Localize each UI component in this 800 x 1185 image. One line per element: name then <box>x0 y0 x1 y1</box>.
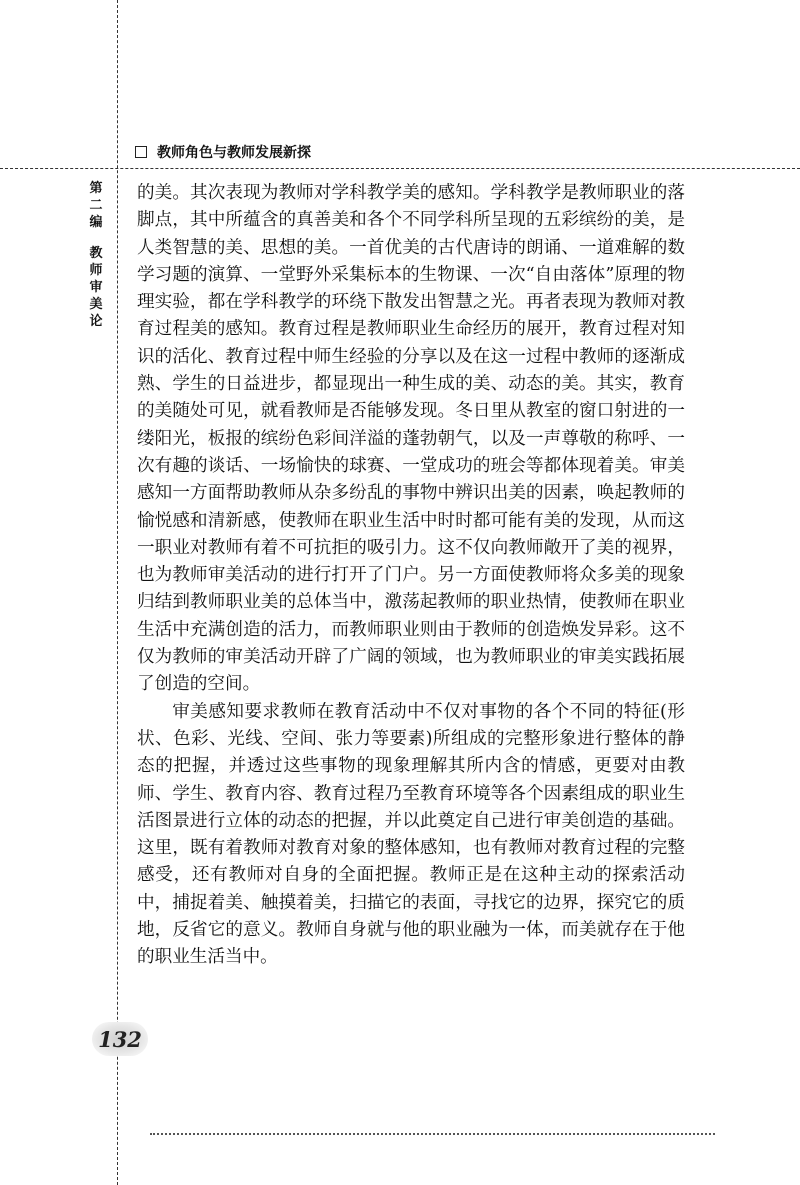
paragraph: 的美。其次表现为教师对学科教学美的感知。学科教学是教师职业的落脚点，其中所蕴含的真善美和各个不同学科所呈现的五彩缤纷的美，是人类智慧的美、思想的美。一首优美的古代唐诗的朗诵、一道难解的数学习题的演算、一堂野外采集标本的生物课、一次“自由落体”原理的物理实验，都在学科教学的环绕下散发出智慧之光。再者表现为教师对教育过程美的感知。教育过程是教师职业生命经历的展开，教育过程对知识的活化、教育过程中师生经验的分享以及在这一过程中教师的逐渐成熟、学生的日益进步，都显现出一种生成的美、动态的美。其实，教育的美随处可见，就看教师是否能够发现。冬日里从教室的窗口射进的一缕阳光，板报的缤纷色彩间洋溢的蓬勃朝气，以及一声尊敬的称呼、一次有趣的谈话、一场愉快的球赛、一堂成功的班会等都体现着美。审美感知一方面帮助教师从杂多纷乱的事物中辨识出美的因素，唤起教师的愉悦感和清新感，使教师在职业生活中时时都可能有美的发现，从而这一职业对教师有着不可抗拒的吸引力。这不仅向教师敞开了美的视界，也为教师审美活动的进行打开了门户。另一方面使教师将众多美的现象归结到教师职业美的总体当中，激荡起教师的职业热情，使教师在职业生活中充满创造的活力，而教师职业则由于教师的创造焕发异彩。这不仅为教师的审美活动开辟了广阔的领域，也为教师职业的审美实践拓展了创造的空间。 <box>137 183 685 695</box>
running-header <box>135 142 311 162</box>
body-text <box>137 180 685 972</box>
section-label <box>89 245 102 330</box>
part-char: 二 <box>89 198 103 213</box>
binding-guide-horizontal <box>0 168 800 169</box>
section-char: 审 <box>89 280 103 295</box>
binding-guide-vertical <box>117 0 118 1185</box>
section-char: 教 <box>89 246 103 261</box>
part-char: 第 <box>89 181 103 196</box>
page-number: 132 <box>92 1022 148 1056</box>
running-title: 教师角色与教师发展新探 <box>157 145 311 161</box>
paragraph: 审美感知要求教师在教育活动中不仅对事物的各个不同的特征(形状、色彩、光线、空间、张力等要素)所组成的完整形象进行整体的静态的把握，并透过这些事物的现象理解其所内含的情感，更要对由教师、学生、教育内容、教育过程乃至教育环境等各个因素组成的职业生活图景进行立体的动态的把握，并以此奠定自己进行审美创造的基础。这里，既有着教师对教育对象的整体感知，也有教师对教育过程的完整感受，还有教师对自身的全面把握。教师正是在这种主动的探索活动中，捕捉着美、触摸着美，扫描它的表面，寻找它的边界，探究它的质地，反省它的意义。教师自身就与他的职业融为一体，而美就存在于他的职业生活当中。 <box>137 701 685 968</box>
section-char: 美 <box>89 297 103 312</box>
square-bullet-icon <box>135 146 147 158</box>
side-section-label <box>86 180 106 330</box>
section-char: 论 <box>89 314 103 329</box>
bottom-rule <box>150 1133 715 1135</box>
part-char: 编 <box>89 215 103 230</box>
section-char: 师 <box>89 263 103 278</box>
part-label <box>89 180 102 231</box>
